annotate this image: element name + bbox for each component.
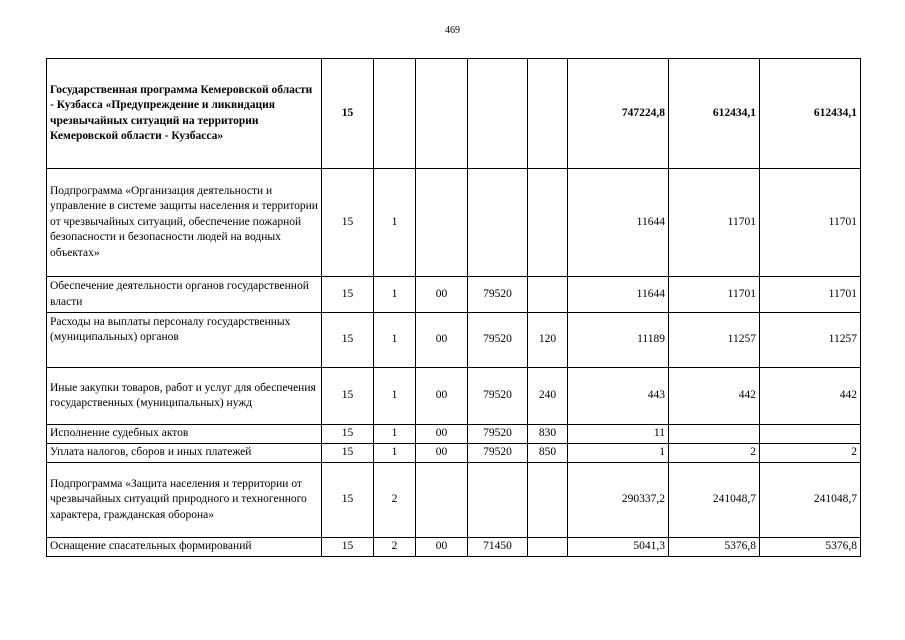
table-row (47, 277, 861, 313)
amount-year-2: 612434,1 (669, 59, 760, 169)
amount-year-2 (669, 425, 760, 444)
amount-year-3: 612434,1 (760, 59, 861, 169)
expense-type (528, 538, 568, 557)
program-code: 15 (322, 59, 374, 169)
expense-type (528, 463, 568, 538)
expense-code: 79520 (468, 425, 528, 444)
expense-type (528, 169, 568, 277)
amount-year-1: 11644 (568, 277, 669, 313)
amount-year-3: 2 (760, 444, 861, 463)
direction-code (416, 463, 468, 538)
expense-code (468, 59, 528, 169)
program-code: 15 (322, 169, 374, 277)
amount-year-2: 2 (669, 444, 760, 463)
expense-type: 120 (528, 313, 568, 368)
row-name: Расходы на выплаты персоналу государственных (муниципальных) органов (47, 313, 322, 368)
program-code: 15 (322, 277, 374, 313)
subprogram-code: 2 (374, 463, 416, 538)
amount-year-1: 11644 (568, 169, 669, 277)
amount-year-2: 11257 (669, 313, 760, 368)
expense-type (528, 59, 568, 169)
table-row (47, 368, 861, 425)
direction-code: 00 (416, 425, 468, 444)
amount-year-2: 241048,7 (669, 463, 760, 538)
table-row (47, 444, 861, 463)
direction-code (416, 169, 468, 277)
amount-year-1: 11 (568, 425, 669, 444)
amount-year-2: 11701 (669, 277, 760, 313)
direction-code: 00 (416, 444, 468, 463)
expense-code: 79520 (468, 444, 528, 463)
row-name: Подпрограмма «Защита населения и территории от чрезвычайных ситуаций природного и техногенного характера, гражданская оборона» (47, 463, 322, 538)
row-name: Государственная программа Кемеровской области - Кузбасса «Предупреждение и ликвидация чрезвычайных ситуаций на территории Кемеровской области - Кузбасса» (47, 59, 322, 169)
expense-code: 79520 (468, 368, 528, 425)
row-name: Уплата налогов, сборов и иных платежей (47, 444, 322, 463)
direction-code: 00 (416, 277, 468, 313)
direction-code: 00 (416, 368, 468, 425)
program-code: 15 (322, 538, 374, 557)
program-code: 15 (322, 444, 374, 463)
row-name: Иные закупки товаров, работ и услуг для обеспечения государственных (муниципальных) нужд (47, 368, 322, 425)
expense-type (528, 277, 568, 313)
table-row (47, 463, 861, 538)
program-code: 15 (322, 425, 374, 444)
program-code: 15 (322, 463, 374, 538)
subprogram-code: 1 (374, 368, 416, 425)
expense-code: 79520 (468, 277, 528, 313)
subprogram-code: 1 (374, 425, 416, 444)
direction-code: 00 (416, 538, 468, 557)
table-row (47, 313, 861, 368)
subprogram-code: 1 (374, 277, 416, 313)
amount-year-1: 11189 (568, 313, 669, 368)
table-row (47, 538, 861, 557)
page-number: 469 (445, 25, 460, 36)
amount-year-2: 11701 (669, 169, 760, 277)
amount-year-1: 1 (568, 444, 669, 463)
expense-type: 850 (528, 444, 568, 463)
amount-year-1: 747224,8 (568, 59, 669, 169)
expense-type: 240 (528, 368, 568, 425)
amount-year-3: 241048,7 (760, 463, 861, 538)
amount-year-1: 5041,3 (568, 538, 669, 557)
expense-code (468, 463, 528, 538)
amount-year-1: 443 (568, 368, 669, 425)
budget-table (46, 58, 861, 557)
expense-code (468, 169, 528, 277)
expense-type: 830 (528, 425, 568, 444)
amount-year-2: 5376,8 (669, 538, 760, 557)
amount-year-3 (760, 425, 861, 444)
amount-year-3: 11257 (760, 313, 861, 368)
amount-year-1: 290337,2 (568, 463, 669, 538)
direction-code: 00 (416, 313, 468, 368)
direction-code (416, 59, 468, 169)
program-code: 15 (322, 313, 374, 368)
subprogram-code: 1 (374, 313, 416, 368)
table-row (47, 169, 861, 277)
expense-code: 71450 (468, 538, 528, 557)
subprogram-code: 2 (374, 538, 416, 557)
subprogram-code (374, 59, 416, 169)
amount-year-2: 442 (669, 368, 760, 425)
row-name: Обеспечение деятельности органов государственной власти (47, 277, 322, 313)
row-name: Подпрограмма «Организация деятельности и управление в системе защиты населения и территории от чрезвычайных ситуаций, обеспечение пожарной безопасности и безопасности людей на водных объектах» (47, 169, 322, 277)
program-code: 15 (322, 368, 374, 425)
subprogram-code: 1 (374, 169, 416, 277)
expense-code: 79520 (468, 313, 528, 368)
table-row (47, 425, 861, 444)
amount-year-3: 442 (760, 368, 861, 425)
amount-year-3: 11701 (760, 169, 861, 277)
amount-year-3: 11701 (760, 277, 861, 313)
row-name: Исполнение судебных актов (47, 425, 322, 444)
subprogram-code: 1 (374, 444, 416, 463)
amount-year-3: 5376,8 (760, 538, 861, 557)
row-name: Оснащение спасательных формирований (47, 538, 322, 557)
table-row-program (47, 59, 861, 169)
